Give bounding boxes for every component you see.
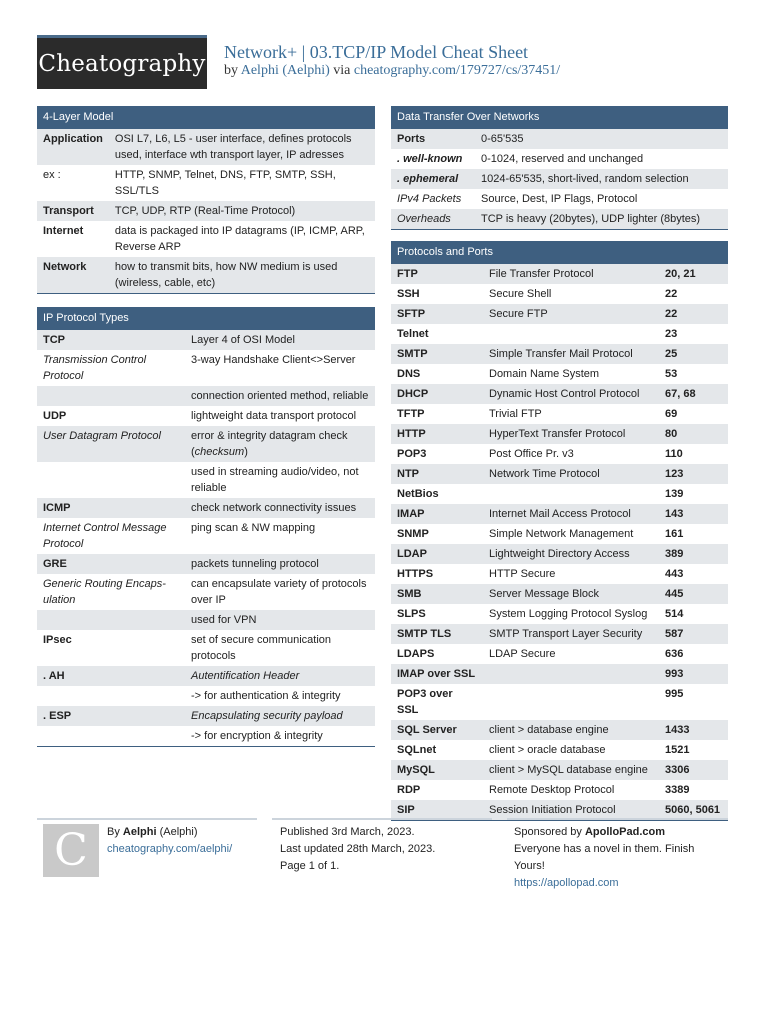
table-row: [391, 384, 728, 404]
protocol-port: 53: [665, 368, 678, 380]
protocol-description: Internet Mail Access Protocol: [483, 504, 659, 524]
table-row: [37, 165, 375, 201]
protocol-type-name: [37, 610, 185, 630]
protocol-port: 22: [665, 288, 678, 300]
protocol-name: FTP: [391, 264, 483, 284]
protocols-ports-box: [391, 241, 728, 821]
protocol-port: 3306: [659, 760, 728, 780]
table-row: [391, 720, 728, 740]
published-date: Published 3rd March, 2023.: [280, 826, 415, 838]
table-row: [391, 760, 728, 780]
protocol-name: HTTP: [391, 424, 483, 444]
transfer-description: 1024-65'535, short-lived, random selection: [475, 169, 728, 189]
updated-date: Last updated 28th March, 2023.: [280, 843, 436, 855]
table-row: [391, 424, 728, 444]
protocol-name: POP3 over SSL: [397, 688, 453, 716]
table-row: [391, 444, 728, 464]
protocol-type-name: [37, 726, 185, 746]
protocol-type-name: UDP: [43, 410, 67, 422]
protocol-port: 22: [659, 304, 728, 324]
protocol-type-description: check network connectivity issues: [185, 498, 375, 518]
layer-name: Application: [37, 129, 109, 165]
table-row: [37, 554, 375, 574]
protocol-port: 5060, 5061: [659, 800, 728, 820]
protocol-port: 110: [665, 448, 683, 460]
protocol-description: client > oracle database: [489, 744, 606, 756]
table-row: [391, 644, 728, 664]
protocol-description: Secure Shell: [489, 288, 552, 300]
table-row: [391, 740, 728, 760]
protocol-port: 389: [659, 544, 728, 564]
protocol-type-description: 3-way Handshake Client<>Server: [191, 354, 356, 366]
table-row: [37, 257, 375, 293]
transfer-term: IPv4 Packets: [397, 193, 462, 205]
table-row: [37, 350, 375, 386]
table-row: [391, 484, 728, 504]
protocol-port: 67, 68: [659, 384, 728, 404]
protocol-description: Network Time Protocol: [483, 464, 659, 484]
table-row: [391, 284, 728, 304]
transfer-term: . well-known: [397, 153, 463, 165]
protocol-type-description: ping scan & NW mapping: [191, 522, 316, 534]
protocol-description: HTTP Secure: [489, 568, 556, 580]
protocol-port: 25: [659, 344, 728, 364]
transfer-term: . ephemeral: [391, 169, 475, 189]
table-row: [391, 324, 728, 344]
protocol-description: Secure FTP: [483, 304, 659, 324]
protocol-description: [483, 324, 659, 344]
table-row: [37, 574, 375, 610]
layer-name: Transport: [37, 201, 109, 221]
description-emphasis: checksum: [194, 446, 245, 458]
protocol-type-name: Internet Control Message Protocol: [43, 522, 167, 550]
table-row: [37, 330, 375, 350]
table-row: [391, 149, 728, 169]
table-row: [37, 666, 375, 686]
table-row: [391, 800, 728, 820]
transfer-description: TCP is heavy (20bytes), UDP lighter (8bytes): [475, 209, 728, 229]
protocol-description: Simple Network Management: [489, 528, 634, 540]
byline-via: via: [333, 63, 351, 78]
protocol-type-description: set of secure communication protocols: [191, 634, 332, 662]
protocol-description: Post Office Pr. v3: [489, 448, 574, 460]
protocol-name: SMTP TLS: [391, 624, 483, 644]
protocol-description: client > MySQL database engine: [483, 760, 659, 780]
protocol-description: client > database engine: [483, 720, 659, 740]
protocol-type-name: . AH: [37, 666, 185, 686]
description-text: error & integrity datagram check (: [191, 430, 348, 458]
protocol-type-description: used in streaming audio/video, not reliable: [191, 466, 359, 494]
protocol-type-description: lightweight data transport protocol: [191, 410, 357, 422]
sponsor-text: Everyone has a novel in them. Finish Yours!: [514, 843, 695, 872]
sheet-url-link[interactable]: cheatography.com/179727/cs/37451/: [353, 63, 561, 78]
data-transfer-heading: Data Transfer Over Networks: [391, 106, 728, 129]
protocol-name: SQL Server: [391, 720, 483, 740]
protocol-port: 995: [665, 688, 684, 700]
transfer-term: Overheads: [391, 209, 475, 229]
protocol-port: 993: [659, 664, 728, 684]
table-row: [37, 630, 375, 666]
table-row: [37, 726, 375, 746]
footer-author-name[interactable]: Aelphi: [122, 826, 157, 838]
footer-dates: [280, 824, 500, 875]
table-row: [391, 624, 728, 644]
protocol-port: 636: [665, 648, 684, 660]
table-row: [37, 386, 375, 406]
table-row: [391, 684, 728, 720]
table-row: [391, 264, 728, 284]
protocol-name: SMB: [391, 584, 483, 604]
table-row: [37, 498, 375, 518]
protocol-description: Server Message Block: [483, 584, 659, 604]
protocol-name: SQLnet: [397, 744, 437, 756]
protocol-type-name: IPsec: [43, 634, 72, 646]
protocol-type-name: . ESP: [37, 706, 185, 726]
protocol-name: SLPS: [397, 608, 426, 620]
protocol-type-description: can encapsulate variety of protocols over IP: [191, 578, 367, 606]
protocol-name: NetBios: [397, 488, 439, 500]
ip-protocol-types-table: [37, 330, 375, 746]
byline-by: by: [224, 63, 238, 78]
layer-description: HTTP, SNMP, Telnet, DNS, FTP, SMTP, SSH, SSL/TLS: [114, 169, 336, 197]
protocol-port: 161: [665, 528, 684, 540]
protocol-name: SMTP: [391, 344, 483, 364]
footer-author: [107, 824, 267, 858]
protocol-type-description: Layer 4 of OSI Model: [185, 330, 375, 350]
table-row: [391, 209, 728, 229]
table-row: [391, 404, 728, 424]
protocol-name: Telnet: [397, 328, 429, 340]
table-row: [391, 780, 728, 800]
data-transfer-box: [391, 106, 728, 230]
table-row: [37, 201, 375, 221]
protocol-description: Domain Name System: [489, 368, 600, 380]
protocol-description: [483, 684, 659, 720]
protocol-type-name: [37, 386, 185, 406]
four-layer-model-box: [37, 106, 375, 294]
protocol-description: SMTP Transport Layer Security: [483, 624, 659, 644]
protocol-type-description: packets tunneling protocol: [185, 554, 375, 574]
protocol-port: 443: [665, 568, 684, 580]
layer-description: OSI L7, L6, L5 - user interface, defines protocols used, interface wth transport layer, IP adresses: [109, 129, 375, 165]
table-row: [391, 169, 728, 189]
protocol-description: LDAP Secure: [489, 648, 556, 660]
protocol-description: Trivial FTP: [489, 408, 542, 420]
cheatography-logo[interactable]: Cheatography: [37, 35, 207, 89]
protocol-port: 69: [665, 408, 678, 420]
cheatography-c-logo: C: [43, 824, 99, 877]
protocol-type-name: GRE: [37, 554, 185, 574]
protocol-type-name: ICMP: [37, 498, 185, 518]
protocol-description: Remote Desktop Protocol: [489, 784, 615, 796]
table-row: [37, 129, 375, 165]
footer-author-handle: (Aelphi): [159, 826, 198, 838]
protocol-description: System Logging Protocol Syslog: [489, 608, 648, 620]
protocol-port: 587: [659, 624, 728, 644]
layer-name: Network: [37, 257, 109, 293]
protocol-port: 3389: [665, 784, 690, 796]
data-transfer-table: [391, 129, 728, 229]
layer-name: ex :: [43, 169, 61, 181]
table-row: [37, 406, 375, 426]
protocol-type-name: TCP: [37, 330, 185, 350]
page-title: Network+ | 03.TCP/IP Model Cheat Sheet: [224, 42, 529, 62]
table-row: [37, 518, 375, 554]
page-footer: [37, 818, 728, 898]
table-row: [391, 129, 728, 149]
protocol-name: SFTP: [391, 304, 483, 324]
protocol-description: HyperText Transfer Protocol: [483, 424, 659, 444]
table-row: [37, 610, 375, 630]
protocol-name: DHCP: [391, 384, 483, 404]
footer-by: By: [107, 826, 120, 838]
table-row: [391, 364, 728, 384]
sponsor-url[interactable]: https://apollopad.com: [514, 877, 619, 889]
table-row: [37, 426, 375, 462]
table-row: [391, 564, 728, 584]
protocol-name: SIP: [391, 800, 483, 820]
table-row: [391, 504, 728, 524]
transfer-description: 0-65'535: [475, 129, 728, 149]
protocol-port: 20, 21: [659, 264, 728, 284]
protocol-description: [483, 484, 659, 504]
table-row: [37, 686, 375, 706]
table-row: [391, 304, 728, 324]
protocol-name: TFTP: [397, 408, 425, 420]
protocol-description: Dynamic Host Control Protocol: [483, 384, 659, 404]
sponsored-by-label: Sponsored by: [514, 826, 582, 838]
table-row: [391, 664, 728, 684]
table-row: [391, 604, 728, 624]
table-row: [391, 189, 728, 209]
protocol-name: SNMP: [397, 528, 429, 540]
protocol-name: DNS: [397, 368, 421, 380]
protocol-port: 139: [665, 488, 684, 500]
table-row: [391, 464, 728, 484]
protocol-type-name: [37, 686, 185, 706]
protocol-port: 80: [659, 424, 728, 444]
transfer-description: 0-1024, reserved and unchanged: [481, 153, 644, 165]
table-row: [37, 706, 375, 726]
footer-sponsor: [514, 824, 714, 892]
protocol-port: 123: [659, 464, 728, 484]
protocol-type-description: Autentification Header: [185, 666, 375, 686]
protocol-type-description: Encapsulating security payload: [185, 706, 375, 726]
protocol-port: 143: [659, 504, 728, 524]
ip-protocol-types-box: [37, 307, 375, 747]
four-layer-model-heading: 4-Layer Model: [37, 106, 375, 129]
protocol-port: 1433: [659, 720, 728, 740]
ip-protocol-types-heading: IP Protocol Types: [37, 307, 375, 330]
transfer-description: Source, Dest, IP Flags, Protocol: [481, 193, 638, 205]
protocol-name: MySQL: [391, 760, 483, 780]
protocol-type-description: used for VPN: [185, 610, 375, 630]
table-row: [391, 524, 728, 544]
protocol-port: 445: [659, 584, 728, 604]
protocol-type-description: [185, 426, 375, 462]
transfer-term: Ports: [391, 129, 475, 149]
layer-name: Internet: [43, 225, 84, 237]
protocol-name: NTP: [391, 464, 483, 484]
protocol-type-name: User Datagram Protocol: [37, 426, 185, 462]
protocol-port: 1521: [665, 744, 690, 756]
protocol-name: IMAP over SSL: [391, 664, 483, 684]
protocol-type-description: connection oriented method, reliable: [185, 386, 375, 406]
protocols-ports-heading: Protocols and Ports: [391, 241, 728, 264]
table-row: [37, 221, 375, 257]
sponsor-name[interactable]: ApolloPad.com: [584, 826, 666, 838]
footer-author-url[interactable]: cheatography.com/aelphi/: [107, 843, 233, 855]
protocol-description: File Transfer Protocol: [483, 264, 659, 284]
protocol-port: 23: [665, 328, 678, 340]
protocol-description: Session Initiation Protocol: [483, 800, 659, 820]
protocol-description: Lightweight Directory Access: [483, 544, 659, 564]
protocol-type-description: -> for authentication & integrity: [191, 690, 341, 702]
protocol-port: 514: [665, 608, 684, 620]
byline: [224, 63, 560, 79]
author-link[interactable]: Aelphi (Aelphi): [240, 63, 330, 78]
description-text: ): [244, 446, 248, 458]
table-row: [391, 344, 728, 364]
layer-description: how to transmit bits, how NW medium is used (wireless, cable, etc): [109, 257, 375, 293]
protocol-name: IMAP: [391, 504, 483, 524]
protocol-name: LDAP: [391, 544, 483, 564]
protocol-type-name: [37, 462, 185, 498]
table-row: [391, 544, 728, 564]
layer-description: data is packaged into IP datagrams (IP, ICMP, ARP, Reverse ARP: [114, 225, 365, 253]
protocols-ports-table: [391, 264, 728, 820]
four-layer-model-table: [37, 129, 375, 293]
page-number: Page 1 of 1.: [280, 860, 340, 872]
protocol-name: LDAPS: [397, 648, 435, 660]
protocol-description: [483, 664, 659, 684]
table-row: [37, 462, 375, 498]
protocol-description: Simple Transfer Mail Protocol: [483, 344, 659, 364]
protocol-name: POP3: [397, 448, 427, 460]
protocol-type-description: -> for encryption & integrity: [191, 730, 323, 742]
layer-description: TCP, UDP, RTP (Real-Time Protocol): [109, 201, 375, 221]
protocol-name: RDP: [397, 784, 421, 796]
protocol-name: SSH: [397, 288, 420, 300]
protocol-type-name: Generic Routing Encaps-ulation: [43, 578, 166, 606]
protocol-type-name: Transmission Control Protocol: [43, 354, 147, 382]
protocol-name: HTTPS: [397, 568, 434, 580]
table-row: [391, 584, 728, 604]
